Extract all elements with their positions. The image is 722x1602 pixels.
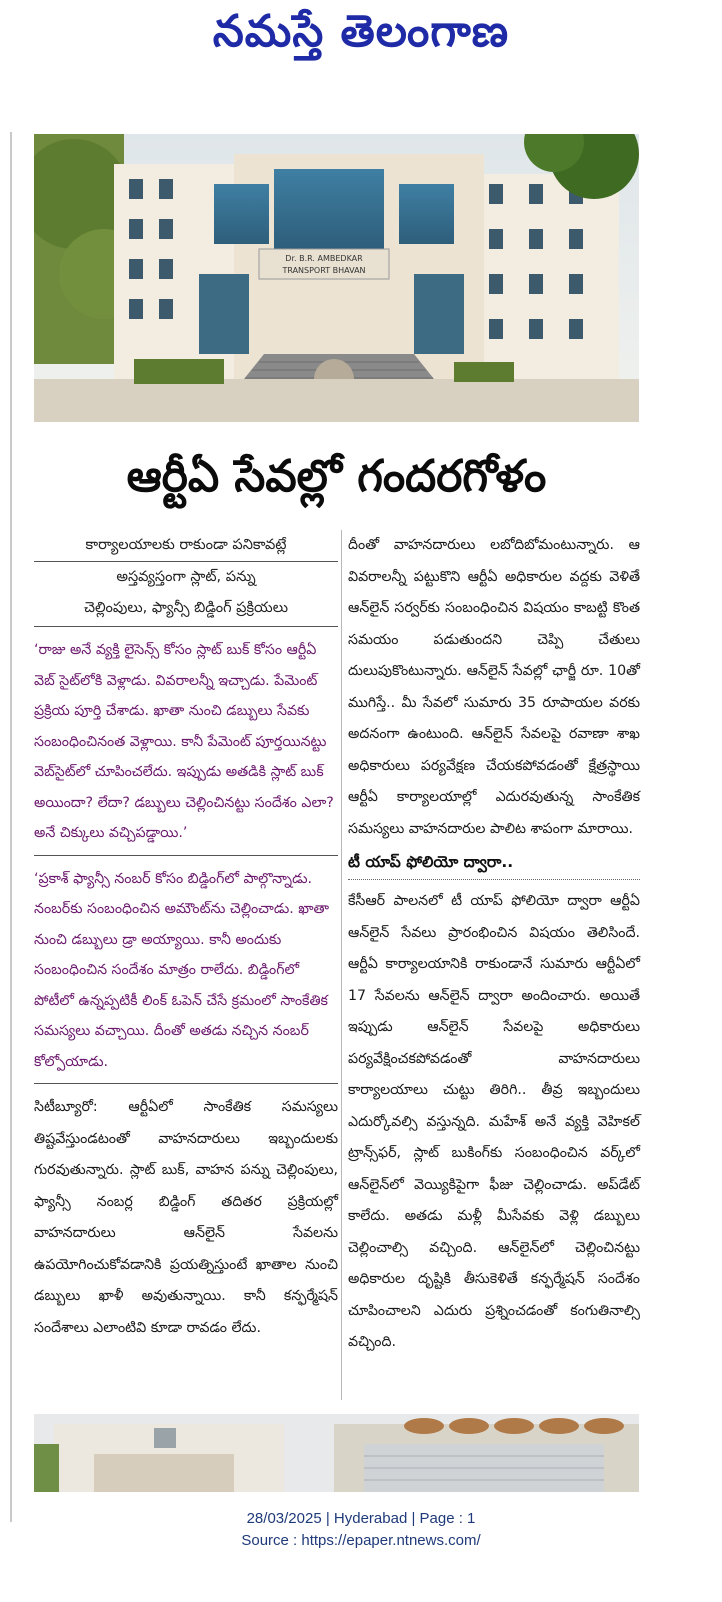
column-divider	[341, 530, 342, 1400]
building-photo-strip	[34, 1414, 639, 1492]
body-paragraph-right-1: దీంతో వాహనదారులు లబోదిబోమంటున్నారు. ఆ వివరాలన్నీ పట్టుకొని ఆర్టీఏ అధికారుల వద్దకు వెళితే ఆన్‌లైన్ సర్వర్‌కు సంబంధించిన విషయం కాబట్టి కొంత సమయం పడుతుందని చెప్పి చేతులు దులుపుకొంటున్నారు. ఆన్‌లైన్ సేవల్లో ఛార్జీ రూ. 10తో ముగిస్తే.. మీ సేవలో సుమారు 35 రూపాయల వరకు అదనంగా ఉంటుంది. ఆన్‌లైన్ సేవలపై రవాణా శాఖ అధికారులు పర్యవేక్షణ చేయకపోవడంతో క్షేత్రస్థాయి ఆర్టీఏ కార్యాలయాల్లో ఎదురవుతున్న సాంకేతిక సమస్యలు వాహనదారుల పాలిట శాపంగా మారాయి.	[348, 537, 640, 837]
footer-source-link[interactable]: Source : https://epaper.ntnews.com/	[241, 1532, 481, 1549]
body-text-left	[34, 1092, 338, 1344]
epaper-footer	[0, 1508, 722, 1552]
article-subhead: టీ యాప్ ఫోలియో ద్వారా..	[348, 853, 640, 880]
body-text-right	[348, 530, 640, 845]
deck-line-3: చెల్లింపులు, ఫ్యాన్సీ బిడ్డింగ్ ప్రక్రియలు	[84, 600, 288, 616]
deck-line-1: కార్యాలయాలకు రాకుండా పనికావట్లే	[34, 530, 338, 562]
body-paragraph-right-2: కేసీఆర్ పాలనలో టీ యాప్ ఫోలియో ద్వారా ఆర్టీఏ ఆన్‌లైన్ సేవలు ప్రారంభించిన విషయం తెలిసిందే. ఆర్టీఏ కార్యాలయానికి రాకుండానే సుమారు ఆర్టీఏలో 17 సేవలను ఆన్‌లైన్ ద్వారా అందించారు. అయితే ఇప్పుడు ఆన్‌లైన్ సేవలపై అధికారులు పర్యవేక్షించకపోవడంతో వాహనదారులు కార్యాలయాలు చుట్టు తిరిగి.. తీవ్ర ఇబ్బందులు ఎదుర్కోవల్సి వస్తున్నది. మహేశ్ అనే వ్యక్తి వెహికల్ ట్రాన్స్‌ఫర్, స్లాట్ బుకింగ్‌కు సంబంధించిన వర్క్‌లో ఆన్‌లైన్‌లో వెయ్యికిపైగా ఫీజు చెల్లించాడు. అప్‌డేట్ కాలేదు. అతడు మళ్లీ మీసేవకు వెళ్లి డబ్బులు చెల్లించాల్సి వచ్చింది. ఆన్‌లైన్‌లో చెల్లించినట్టు అధికారుల దృష్టికి తీసుకెళితే కన్ఫర్మేషన్ సందేశం చూపించాలని ఎదురు ప్రశ్నించడంతో కంగుతినాల్సి వచ్చింది.	[348, 893, 640, 1350]
body-paragraph-left: సిటీబ్యూరో: ఆర్టీఏలో సాంకేతిక సమస్యలు తిష్టవేస్తుండటంతో వాహనదారులు ఇబ్బందులకు గురవుతున్నారు. స్లాట్ బుక్, వాహన పన్ను చెల్లింపులు, ఫ్యాన్సీ నంబర్ల బిడ్డింగ్ తదితర ప్రక్రియల్లో వాహనదారులు ఆన్‌లైన్ సేవలను ఉపయోగించుకోవడానికి ప్రయత్నిస్తుంటే ఖాతాల నుంచి డబ్బులు ఖాళీ అవుతున్నాయి. కానీ కన్ఫర్మేషన్ సందేశాలు ఎలాంటివి కూడా రావడం లేదు.	[34, 1099, 338, 1336]
masthead-title: నమస్తే తెలంగాణ	[212, 6, 510, 57]
article-photo	[34, 134, 639, 422]
body-text-right-2	[348, 886, 640, 1359]
transport-bhavan-photo	[34, 134, 639, 422]
footer-dateline: 28/03/2025 | Hyderabad | Page : 1	[246, 1510, 476, 1527]
page-margin-rule	[10, 132, 12, 1522]
left-column	[34, 530, 338, 1344]
article-headline: ఆర్టీఏ సేవల్లో గందరగోళం	[126, 451, 547, 502]
pull-quote-1: ‘రాజు అనే వ్యక్తి లైసెన్స్ కోసం స్లాట్ బుక్ కోసం ఆర్టీఏ వెబ్ సైట్‌లోకి వెళ్లాడు. వివరాలన్నీ ఇచ్చాడు. పేమెంట్ ప్రక్రియ పూర్తి చేశాడు. ఖాతా నుంచి డబ్బులు సేవకు సంబంధించినంత వెళ్లాయి. కానీ పేమెంట్ పూర్తయినట్టు వెబ్‌సైట్‌లో చూపించలేదు. ఇప్పుడు అతడికి స్లాట్ బుక్ అయిందా? లేదా? డబ్బులు చెల్లించినట్టు సందేశం ఎలా? అనే చిక్కులు వచ్చిపడ్డాయి.’	[34, 635, 338, 856]
right-column	[348, 530, 640, 1359]
photo-sign-line2: TRANSPORT BHAVAN	[282, 266, 366, 275]
next-article-photo-strip	[34, 1414, 639, 1492]
masthead	[0, 0, 722, 80]
article-deck	[34, 530, 338, 627]
deck-line-2: అస్తవ్యస్తంగా స్లాట్, పన్ను	[116, 569, 256, 585]
pull-quote-2: ‘ప్రకాశ్ ఫ్యాన్సీ నంబర్ కోసం బిడ్డింగ్‌లో పాల్గొన్నాడు. నంబర్‌కు సంబంధించిన అమౌంట్‌ను చెల్లించాడు. ఖాతా నుంచి డబ్బులు డ్రా అయ్యాయి. కానీ అందుకు సంబంధించిన సందేశం మాత్రం రాలేదు. బిడ్డింగ్‌లో పోటీలో ఉన్నప్పటికీ లింక్ ఓపెన్ చేసే క్రమంలో సాంకేతిక సమస్యలు వచ్చాయి. దీంతో అతడు నచ్చిన నంబర్ కోల్పోయాడు.	[34, 864, 338, 1085]
photo-sign-line1: Dr. B.R. AMBEDKAR	[285, 254, 363, 263]
